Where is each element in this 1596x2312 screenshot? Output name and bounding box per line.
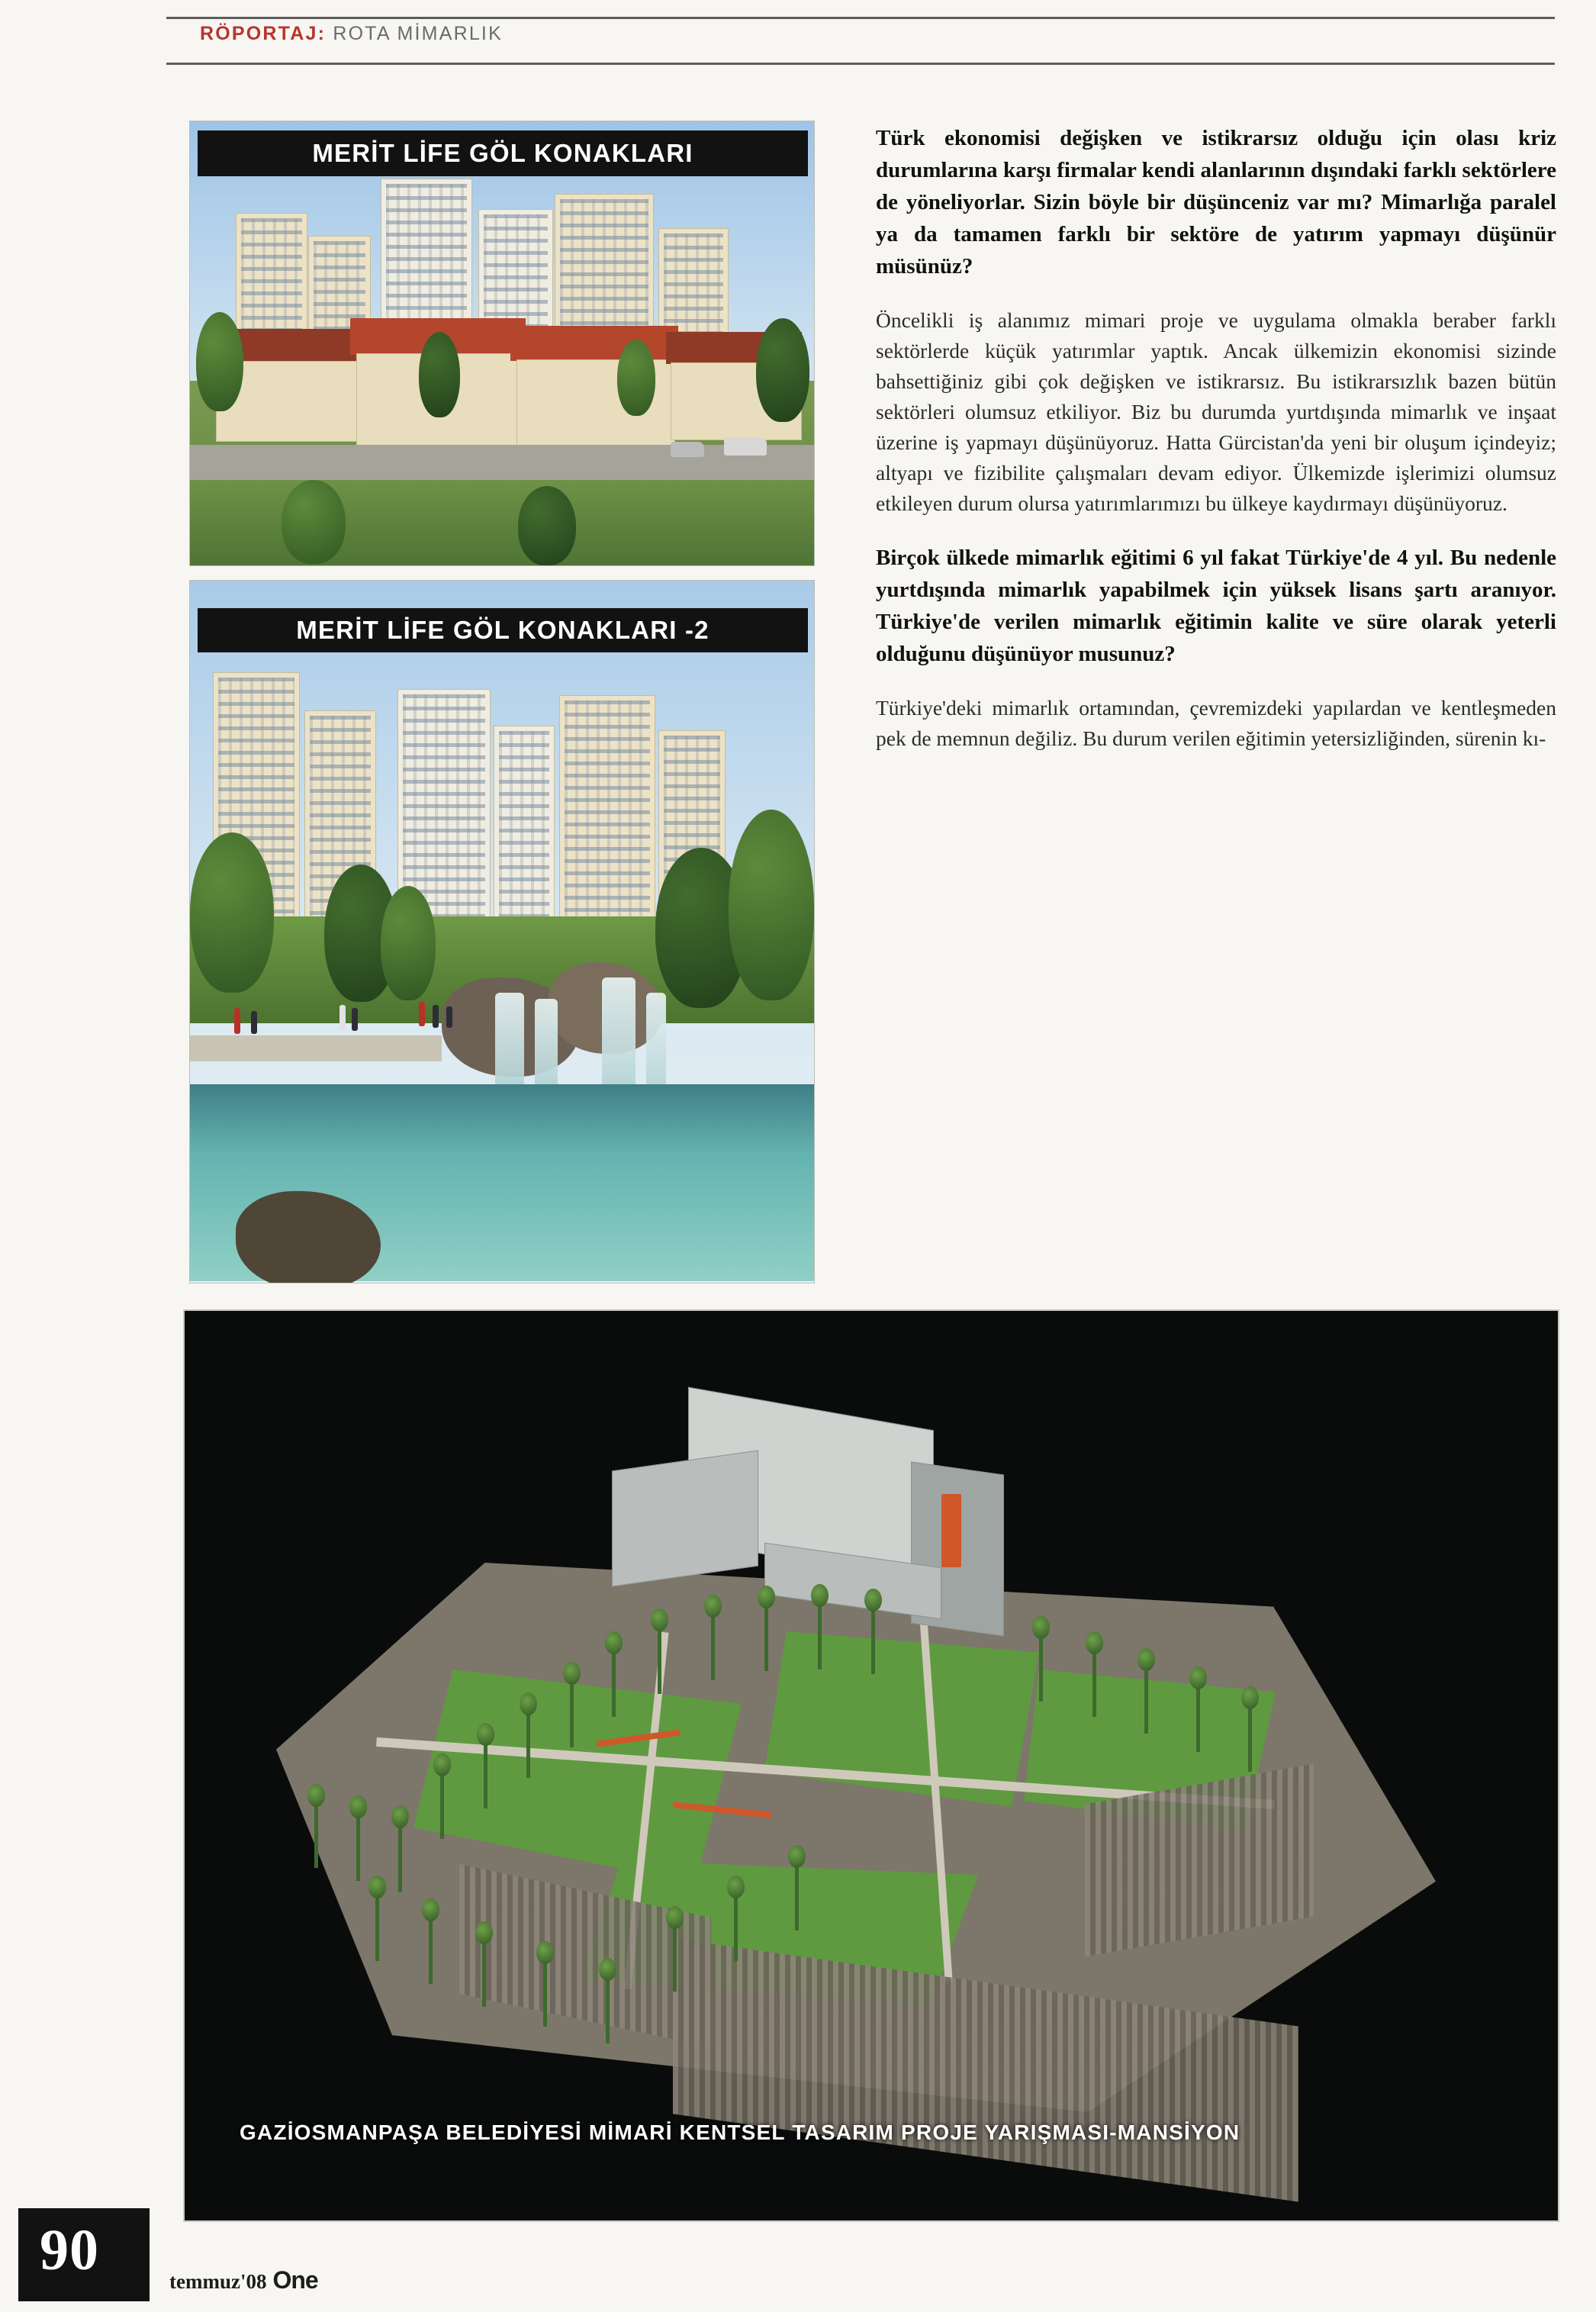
page-number: 90 xyxy=(40,2218,99,2282)
tree xyxy=(375,1891,379,1961)
header-rule-top xyxy=(166,17,1555,19)
tree xyxy=(484,1738,487,1808)
figure-caption: MERİT LİFE GÖL KONAKLARI -2 xyxy=(198,608,808,652)
tower-block xyxy=(559,695,655,930)
figure-caption: GAZİOSMANPAŞA BELEDİYESİ MİMARİ KENTSEL TASARIM PROJE YARIŞMASI-MANSİYON xyxy=(240,2120,1240,2144)
tree xyxy=(518,486,576,565)
tree xyxy=(1196,1682,1200,1752)
window-grid xyxy=(565,700,650,925)
tree xyxy=(196,312,243,411)
tree xyxy=(818,1599,822,1670)
figure-caption: MERİT LİFE GÖL KONAKLARI xyxy=(198,130,808,176)
tree xyxy=(673,1921,677,1992)
tree xyxy=(729,810,814,1000)
person-figure xyxy=(419,1002,425,1026)
footer-issue-date: temmuz'08 xyxy=(169,2270,267,2293)
figure-gaziosmanpasa xyxy=(183,1309,1559,2222)
tree xyxy=(440,1769,444,1839)
tree xyxy=(381,886,436,1000)
person-figure xyxy=(446,1006,452,1028)
person-figure xyxy=(352,1008,358,1031)
tree xyxy=(356,1811,360,1881)
villa-roof xyxy=(510,326,678,361)
person-figure xyxy=(433,1005,439,1028)
interview-question: Birçok ülkede mimarlık eğitimi 6 yıl fakat Türkiye'de 4 yıl. Bu nedenle yurtdışında mimarlık yapabilmek için yüksek lisans şartı aranıyor. Türkiye'de verilen mimarlık eğitimin kalite ve süre olarak yeterli olduğunu düşünüyor musunuz? xyxy=(876,546,1556,666)
interview-question: Türk ekonomisi değişken ve istikrarsız olduğu için olası kriz durumlarına karşı firmalar kendi alanlarının dışındaki farklı sektörlere de yöneliyorlar. Sizin böyle bir düşünceniz var mı? Mimarlığa paralel ya da tamamen farklı bir sektöre de yatırım yapmayı düşünür müsünüz? xyxy=(876,126,1556,279)
tree xyxy=(711,1610,715,1680)
tree xyxy=(1039,1631,1043,1702)
tree xyxy=(617,340,655,416)
tree xyxy=(429,1914,433,1984)
tree xyxy=(764,1601,768,1671)
tree xyxy=(658,1624,661,1694)
person-figure xyxy=(339,1005,346,1031)
annex-building xyxy=(612,1451,758,1587)
street xyxy=(190,445,814,485)
tree xyxy=(570,1677,574,1747)
footer-brand: One xyxy=(272,2266,318,2294)
figure-merit-life-2 xyxy=(189,580,815,1283)
tree xyxy=(482,1937,486,2007)
tree xyxy=(398,1821,402,1892)
parked-car xyxy=(671,442,704,457)
interview-answer: Türkiye'deki mimarlık ortamından, çevremizdeki yapılardan ve kentleşmeden pek de memnun değiliz. Bu durum verilen eğitimin yetersizliğinden, sürenin kı- xyxy=(876,696,1556,750)
running-head-kicker: RÖPORTAJ: xyxy=(200,23,327,44)
promenade xyxy=(190,1035,442,1061)
tree xyxy=(526,1708,530,1778)
header-rule-bottom xyxy=(166,63,1555,65)
facade-accent xyxy=(941,1494,961,1567)
footer-issue xyxy=(169,2266,318,2294)
tree xyxy=(314,1799,318,1868)
tree xyxy=(1092,1647,1096,1717)
tree xyxy=(190,832,274,993)
tree xyxy=(606,1973,610,2043)
tree xyxy=(1144,1663,1148,1734)
tree xyxy=(795,1860,799,1930)
article-text-column xyxy=(876,122,1556,777)
person-figure xyxy=(251,1011,257,1034)
window-grid xyxy=(499,731,549,925)
person-figure xyxy=(234,1008,240,1034)
tree xyxy=(1248,1702,1252,1772)
running-head xyxy=(200,23,503,45)
tree xyxy=(871,1604,875,1674)
tower-block xyxy=(494,726,555,930)
running-head-title: ROTA MİMARLIK xyxy=(333,23,503,44)
figure-merit-life-1 xyxy=(189,121,815,566)
tree xyxy=(756,318,809,422)
parked-car xyxy=(724,437,767,456)
tree xyxy=(282,480,346,564)
tree xyxy=(612,1647,616,1717)
tree xyxy=(419,332,460,417)
interview-answer: Öncelikli iş alanımız mimari proje ve uygulama olmakla beraber farklı sektörlerde küçük yatırımlar yaptık. Ancak ülkemizin ekonomisi sizinde bahsettiğiniz gibi çok değişken ve istikrarsız. Bu istikrarsızlık bazen bütün sektörleri olumsuz etkiliyor. Biz bu durumda yurtdışında mimarlık ve inşaat üzerine iş yapmayı düşünüyoruz. Hatta Gürcistan'da yeni bir oluşum içindeyiz; altyapı ve fizibilite çalışmaları devam ediyor. Ülkemizde işlerimizi olumsuz etkileyen durum olursa yatırımlarımızı bu ülkeye kaydırmayı düşünüyoruz. xyxy=(876,308,1556,515)
tree xyxy=(543,1956,547,2027)
tree xyxy=(734,1891,738,1961)
